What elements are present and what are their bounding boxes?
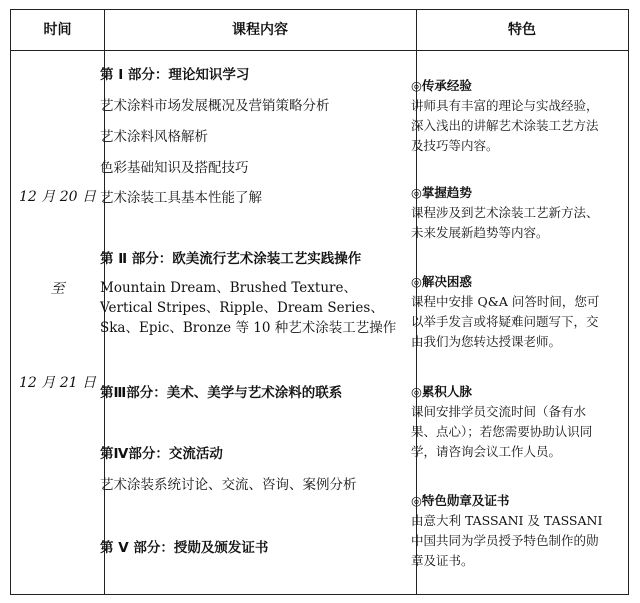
part4-text: 艺术涂装系统讨论、交流、咨询、案例分析 [100,477,357,493]
feature-title: ◎累积人脉 [411,384,472,399]
date-to: 至 [50,281,65,297]
part1-title: 第 Ⅰ 部分：理论知识学习 [100,67,250,83]
feature-title: ◎掌握趋势 [411,185,472,200]
part5-title: 第 Ⅴ 部分：授勋及颁发证书 [100,540,269,556]
header-time: 时间 [43,22,72,38]
feature-text: 讲师具有丰富的理论与实战经验，深入浅出的讲解艺术涂装工艺方法及技巧等内容。 [411,98,599,153]
part2-text: Mountain Dream、Brushed Texture、Vertical Stripes、Ripple、Dream Series、Ska、Epic、Bronze 等 10 种艺术涂装工艺操作 [100,280,397,336]
feature-title: ◎传承经验 [411,78,472,93]
header-feature: 特色 [508,22,536,38]
part1-item: 艺术涂料风格解析 [100,129,208,145]
part1-item: 艺术涂料市场发展概况及营销策略分析 [100,98,330,114]
date-start: 12 月 20 日 [19,189,96,205]
part1-item: 艺术涂装工具基本性能了解 [100,190,262,206]
feature-text: 课间安排学员交流时间（备有水果、点心）；若您需要协助认识同学，请咨询会议工作人员。 [411,404,593,459]
feature-text: 课程中安排 Q&A 问答时间，您可以举手发言或将疑难问题写下，交由我们为您转达授课老师。 [411,294,600,349]
feature-title: ◎特色勋章及证书 [411,493,510,508]
header-divider [11,50,628,51]
feature-title: ◎解决困惑 [411,274,472,289]
part3-title: 第Ⅲ部分：美术、美学与艺术涂料的联系 [100,385,343,401]
feature-text: 课程涉及到艺术涂装工艺新方法、未来发展新趋势等内容。 [411,205,599,240]
part2-title: 第 Ⅱ 部分：欧美流行艺术涂装工艺实践操作 [100,251,362,267]
part1-item: 色彩基础知识及搭配技巧 [100,160,249,176]
date-end: 12 月 21 日 [19,375,96,391]
part4-title: 第Ⅳ部分：交流活动 [100,446,223,462]
feature-text: 由意大利 TASSANI 及 TASSANI 中国共同为学员授予特色制作的勋章及证书。 [411,513,603,568]
header-content: 课程内容 [232,22,288,38]
